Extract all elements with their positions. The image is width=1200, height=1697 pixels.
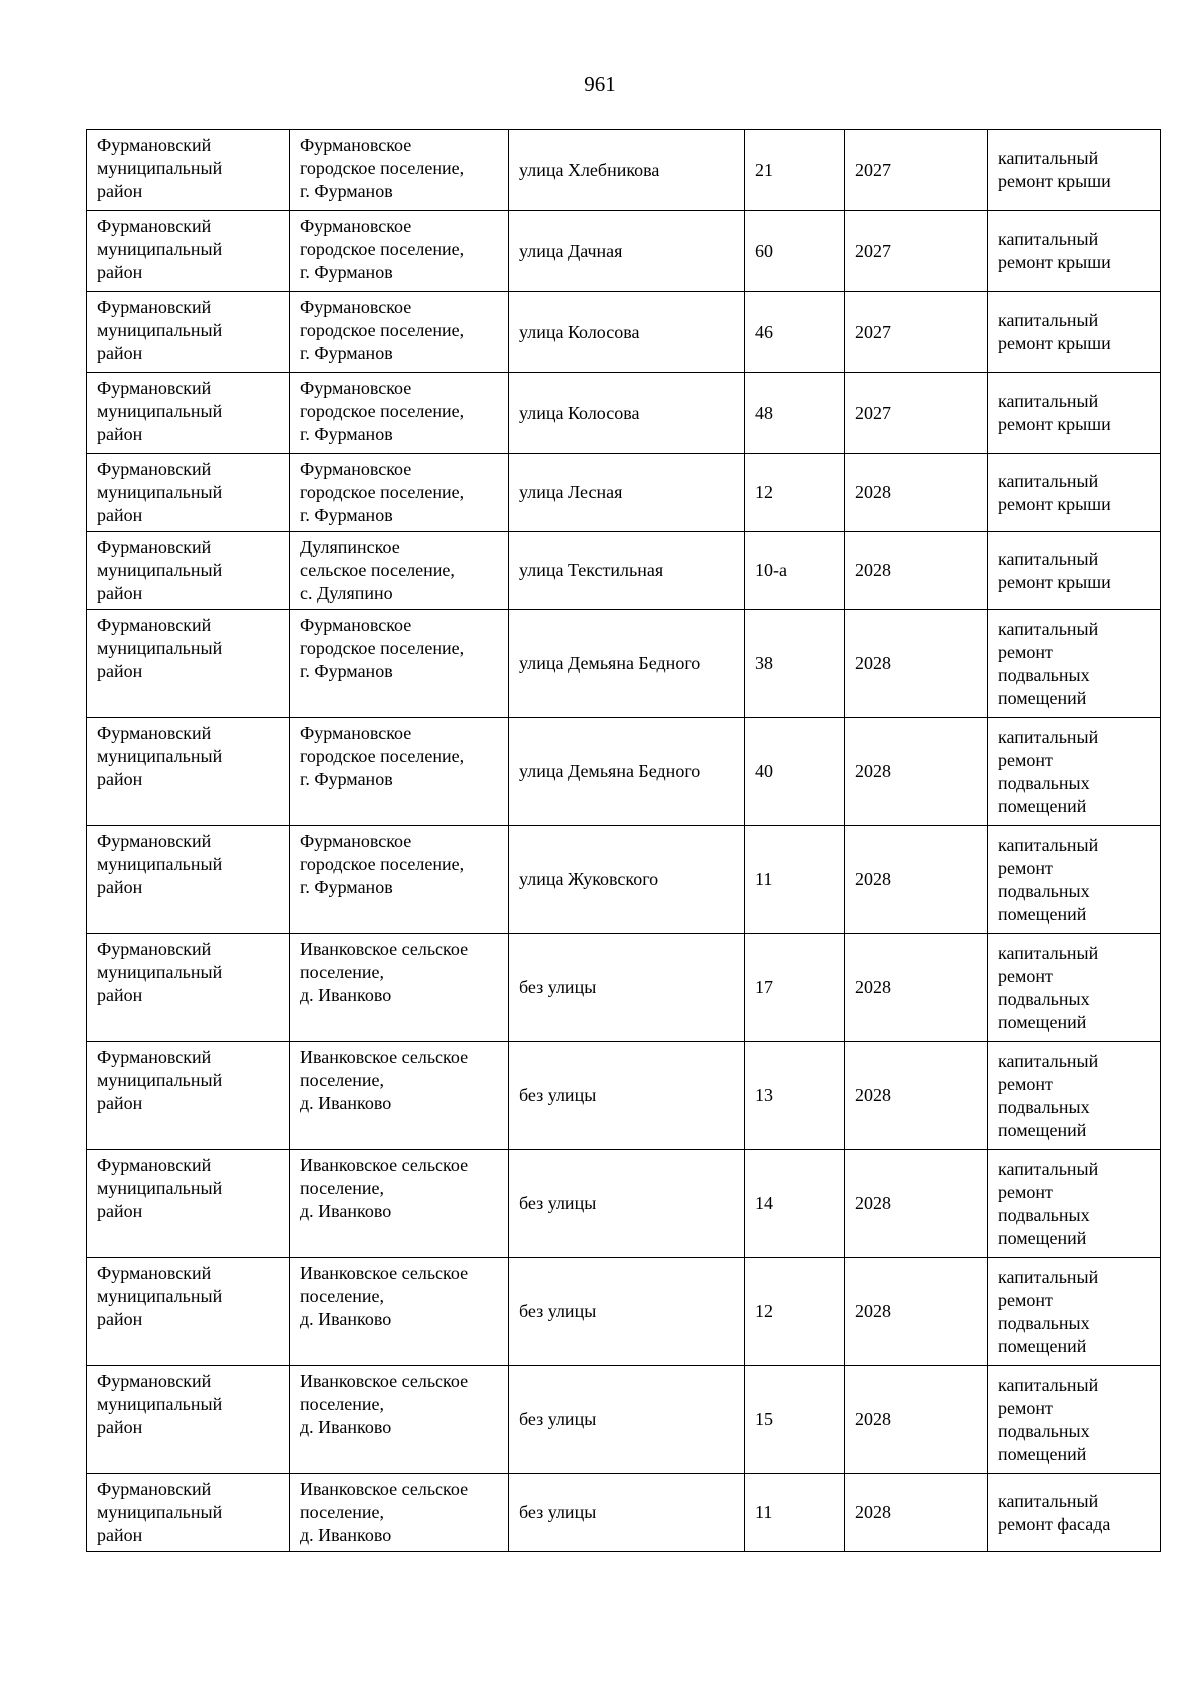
- street-cell: улица Демьяна Бедного: [509, 718, 745, 826]
- settlement-cell: Иванковское сельское поселение, д. Иванково: [290, 934, 509, 1042]
- table-row: [87, 826, 1161, 934]
- year-cell: 2028: [845, 1258, 988, 1366]
- house-number-cell: 12: [745, 1258, 845, 1366]
- year-cell: 2028: [845, 826, 988, 934]
- house-number-cell: 60: [745, 211, 845, 292]
- work-type-cell: капитальный ремонт подвальных помещений: [988, 718, 1161, 826]
- street-cell: улица Дачная: [509, 211, 745, 292]
- table-row: [87, 130, 1161, 211]
- year-cell: 2028: [845, 1366, 988, 1474]
- work-type-cell: капитальный ремонт подвальных помещений: [988, 1366, 1161, 1474]
- settlement-cell: Фурмановское городское поселение, г. Фурманов: [290, 610, 509, 718]
- table-row: [87, 718, 1161, 826]
- street-cell: улица Колосова: [509, 292, 745, 373]
- street-cell: без улицы: [509, 934, 745, 1042]
- district-cell: Фурмановский муниципальный район: [87, 826, 290, 934]
- street-cell: улица Текстильная: [509, 532, 745, 610]
- settlement-cell: Фурмановское городское поселение, г. Фурманов: [290, 718, 509, 826]
- table-row: [87, 211, 1161, 292]
- work-type-cell: капитальный ремонт крыши: [988, 373, 1161, 454]
- work-type-cell: капитальный ремонт крыши: [988, 130, 1161, 211]
- district-cell: Фурмановский муниципальный район: [87, 1474, 290, 1552]
- street-cell: без улицы: [509, 1258, 745, 1366]
- year-cell: 2027: [845, 292, 988, 373]
- table-row: [87, 934, 1161, 1042]
- street-cell: улица Лесная: [509, 454, 745, 532]
- year-cell: 2027: [845, 130, 988, 211]
- house-number-cell: 12: [745, 454, 845, 532]
- year-cell: 2028: [845, 1150, 988, 1258]
- district-cell: Фурмановский муниципальный район: [87, 1366, 290, 1474]
- settlement-cell: Фурмановское городское поселение, г. Фурманов: [290, 454, 509, 532]
- house-number-cell: 11: [745, 826, 845, 934]
- table-row: [87, 610, 1161, 718]
- house-number-cell: 21: [745, 130, 845, 211]
- year-cell: 2028: [845, 718, 988, 826]
- work-type-cell: капитальный ремонт подвальных помещений: [988, 1042, 1161, 1150]
- year-cell: 2028: [845, 454, 988, 532]
- settlement-cell: Иванковское сельское поселение, д. Иванково: [290, 1042, 509, 1150]
- work-type-cell: капитальный ремонт подвальных помещений: [988, 1150, 1161, 1258]
- settlement-cell: Фурмановское городское поселение, г. Фурманов: [290, 373, 509, 454]
- work-type-cell: капитальный ремонт фасада: [988, 1474, 1161, 1552]
- house-number-cell: 11: [745, 1474, 845, 1552]
- district-cell: Фурмановский муниципальный район: [87, 934, 290, 1042]
- district-cell: Фурмановский муниципальный район: [87, 292, 290, 373]
- table-row: [87, 292, 1161, 373]
- year-cell: 2028: [845, 532, 988, 610]
- district-cell: Фурмановский муниципальный район: [87, 610, 290, 718]
- district-cell: Фурмановский муниципальный район: [87, 454, 290, 532]
- page-number: 961: [584, 72, 616, 96]
- table-row: [87, 1474, 1161, 1552]
- settlement-cell: Фурмановское городское поселение, г. Фурманов: [290, 292, 509, 373]
- settlement-cell: Дуляпинское сельское поселение, с. Дуляпино: [290, 532, 509, 610]
- house-number-cell: 46: [745, 292, 845, 373]
- work-type-cell: капитальный ремонт крыши: [988, 292, 1161, 373]
- work-type-cell: капитальный ремонт крыши: [988, 211, 1161, 292]
- work-type-cell: капитальный ремонт подвальных помещений: [988, 826, 1161, 934]
- settlement-cell: Фурмановское городское поселение, г. Фурманов: [290, 211, 509, 292]
- table-row: [87, 1042, 1161, 1150]
- year-cell: 2028: [845, 1474, 988, 1552]
- year-cell: 2027: [845, 211, 988, 292]
- work-type-cell: капитальный ремонт крыши: [988, 454, 1161, 532]
- settlement-cell: Иванковское сельское поселение, д. Иванково: [290, 1150, 509, 1258]
- street-cell: без улицы: [509, 1150, 745, 1258]
- street-cell: улица Колосова: [509, 373, 745, 454]
- district-cell: Фурмановский муниципальный район: [87, 1150, 290, 1258]
- table-row: [87, 1150, 1161, 1258]
- house-number-cell: 17: [745, 934, 845, 1042]
- settlement-cell: Иванковское сельское поселение, д. Иванково: [290, 1474, 509, 1552]
- district-cell: Фурмановский муниципальный район: [87, 373, 290, 454]
- street-cell: улица Демьяна Бедного: [509, 610, 745, 718]
- house-number-cell: 15: [745, 1366, 845, 1474]
- house-number-cell: 40: [745, 718, 845, 826]
- work-type-cell: капитальный ремонт подвальных помещений: [988, 1258, 1161, 1366]
- table-row: [87, 454, 1161, 532]
- street-cell: улица Хлебникова: [509, 130, 745, 211]
- work-type-cell: капитальный ремонт подвальных помещений: [988, 610, 1161, 718]
- year-cell: 2028: [845, 610, 988, 718]
- district-cell: Фурмановский муниципальный район: [87, 1042, 290, 1150]
- table-row: [87, 1366, 1161, 1474]
- year-cell: 2028: [845, 934, 988, 1042]
- table-body: [87, 130, 1161, 1552]
- district-cell: Фурмановский муниципальный район: [87, 130, 290, 211]
- street-cell: без улицы: [509, 1042, 745, 1150]
- work-type-cell: капитальный ремонт крыши: [988, 532, 1161, 610]
- house-number-cell: 13: [745, 1042, 845, 1150]
- house-number-cell: 38: [745, 610, 845, 718]
- year-cell: 2028: [845, 1042, 988, 1150]
- district-cell: Фурмановский муниципальный район: [87, 532, 290, 610]
- settlement-cell: Иванковское сельское поселение, д. Иванково: [290, 1366, 509, 1474]
- street-cell: улица Жуковского: [509, 826, 745, 934]
- house-number-cell: 48: [745, 373, 845, 454]
- settlement-cell: Фурмановское городское поселение, г. Фурманов: [290, 130, 509, 211]
- house-number-cell: 14: [745, 1150, 845, 1258]
- street-cell: без улицы: [509, 1366, 745, 1474]
- year-cell: 2027: [845, 373, 988, 454]
- work-type-cell: капитальный ремонт подвальных помещений: [988, 934, 1161, 1042]
- table-row: [87, 373, 1161, 454]
- repair-schedule-table: [86, 129, 1161, 1552]
- settlement-cell: Фурмановское городское поселение, г. Фурманов: [290, 826, 509, 934]
- district-cell: Фурмановский муниципальный район: [87, 211, 290, 292]
- district-cell: Фурмановский муниципальный район: [87, 718, 290, 826]
- settlement-cell: Иванковское сельское поселение, д. Иванково: [290, 1258, 509, 1366]
- house-number-cell: 10-а: [745, 532, 845, 610]
- district-cell: Фурмановский муниципальный район: [87, 1258, 290, 1366]
- table-row: [87, 1258, 1161, 1366]
- table-row: [87, 532, 1161, 610]
- street-cell: без улицы: [509, 1474, 745, 1552]
